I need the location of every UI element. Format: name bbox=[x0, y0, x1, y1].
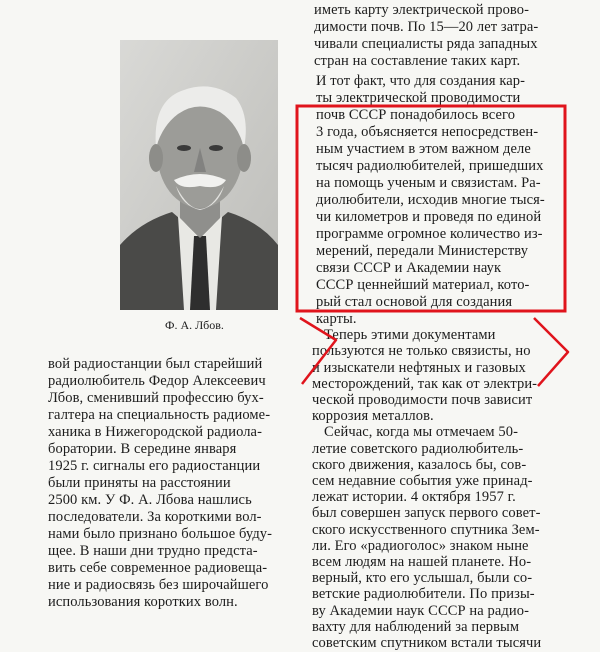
right-line: вахту для наблюдений за первым bbox=[312, 618, 520, 635]
right-line: ли. Его «радиоголос» знаком ныне bbox=[312, 537, 529, 554]
left-line: ханика в Нижегородской радиола- bbox=[48, 424, 263, 440]
left-line: использования коротких волн. bbox=[48, 594, 238, 610]
right-line: тысяч радиолюбителей, пришедших bbox=[316, 158, 544, 174]
right-line: чи километров и проведя по единой bbox=[316, 209, 542, 225]
right-line: И тот факт, что для создания кар- bbox=[316, 73, 526, 89]
right-line: рый стал основой для создания bbox=[316, 294, 513, 310]
right-line: связи СССР и Академии наук bbox=[316, 260, 502, 276]
right-line: димости почв. По 15—20 лет затра- bbox=[314, 19, 539, 35]
left-line: 1925 г. сигналы его радиостанции bbox=[48, 458, 261, 474]
right-line: ветские радиолюбители. По призы- bbox=[312, 586, 535, 603]
left-line: вой радиостанции был старейший bbox=[48, 356, 263, 372]
right-line: и изыскатели нефтяных и газовых bbox=[312, 359, 526, 376]
right-line: летие советского радиолюбитель- bbox=[312, 440, 524, 457]
right-line: верный, кто его услышал, были со- bbox=[312, 570, 533, 587]
right-line: был совершен запуск первого совет- bbox=[312, 505, 541, 522]
right-line: СССР ценнейший материал, кото- bbox=[316, 277, 530, 293]
right-line: пользуются не только связисты, но bbox=[312, 343, 531, 360]
right-line: лежат истории. 4 октября 1957 г. bbox=[312, 489, 516, 506]
right-line: Теперь этими документами bbox=[324, 327, 496, 344]
left-line: щее. В наши дни трудно предста- bbox=[48, 543, 258, 559]
right-line: ву Академии наук СССР на радио- bbox=[312, 602, 529, 619]
left-line: боратории. В середине января bbox=[48, 441, 237, 457]
right-line: ты электрической проводимости bbox=[316, 90, 521, 106]
right-line: ческой проводимости почв зависит bbox=[312, 392, 533, 408]
right-line: месторождений, так как от электри- bbox=[312, 375, 538, 392]
left-line: радиолюбитель Федор Алексеевич bbox=[48, 373, 266, 389]
right-line: иметь карту электрической прово- bbox=[314, 2, 530, 18]
left-line: галтера на специальность радиоме- bbox=[48, 407, 271, 423]
right-line: ского движения, казалось бы, сов- bbox=[312, 456, 527, 473]
left-line: нами было признано большое буду- bbox=[48, 526, 273, 542]
left-column bbox=[48, 356, 298, 610]
right-line: коррозия металлов. bbox=[312, 408, 434, 425]
right-line: мерений, передали Министерству bbox=[316, 243, 529, 259]
right-line: карты. bbox=[316, 311, 357, 327]
right-line: сем недавние события уже принад- bbox=[312, 473, 533, 489]
left-line: были приняты на расстоянии bbox=[48, 475, 231, 491]
left-line: ние и радиосвязь без широчайшего bbox=[48, 577, 269, 593]
right-line: Сейчас, когда мы отмечаем 50- bbox=[324, 424, 519, 441]
right-line: диолюбители, исходив многие тыся- bbox=[316, 192, 545, 208]
right-line: ным участием в этом важном деле bbox=[316, 141, 531, 157]
right-line: 3 года, объясняется непосредствен- bbox=[316, 124, 539, 140]
left-line: Лбов, сменивший профессию бух- bbox=[48, 390, 264, 406]
right-line: программе огромное количество из- bbox=[316, 226, 543, 242]
left-line: вить себе современное радиовеща- bbox=[48, 560, 268, 576]
right-line: ского искусственного спутника Зем- bbox=[312, 521, 540, 538]
right-line: на помощь ученым и связистам. Ра- bbox=[316, 175, 541, 191]
left-line: последователи. За короткими вол- bbox=[48, 509, 262, 525]
left-line: 2500 км. У Ф. А. Лбова нашлись bbox=[48, 492, 252, 508]
right-line: советским спутником встали тысячи bbox=[312, 635, 542, 651]
right-line: всем людям на нашей планете. Но- bbox=[312, 554, 532, 570]
portrait-photo bbox=[120, 40, 278, 310]
right-column bbox=[308, 2, 558, 651]
right-line: стран на составление таких карт. bbox=[314, 53, 521, 69]
photo-caption: Ф. А. Лбов. bbox=[165, 318, 224, 332]
right-line: чивали специалисты ряда западных bbox=[314, 36, 538, 52]
right-line: почв СССР понадобилось всего bbox=[316, 107, 516, 123]
